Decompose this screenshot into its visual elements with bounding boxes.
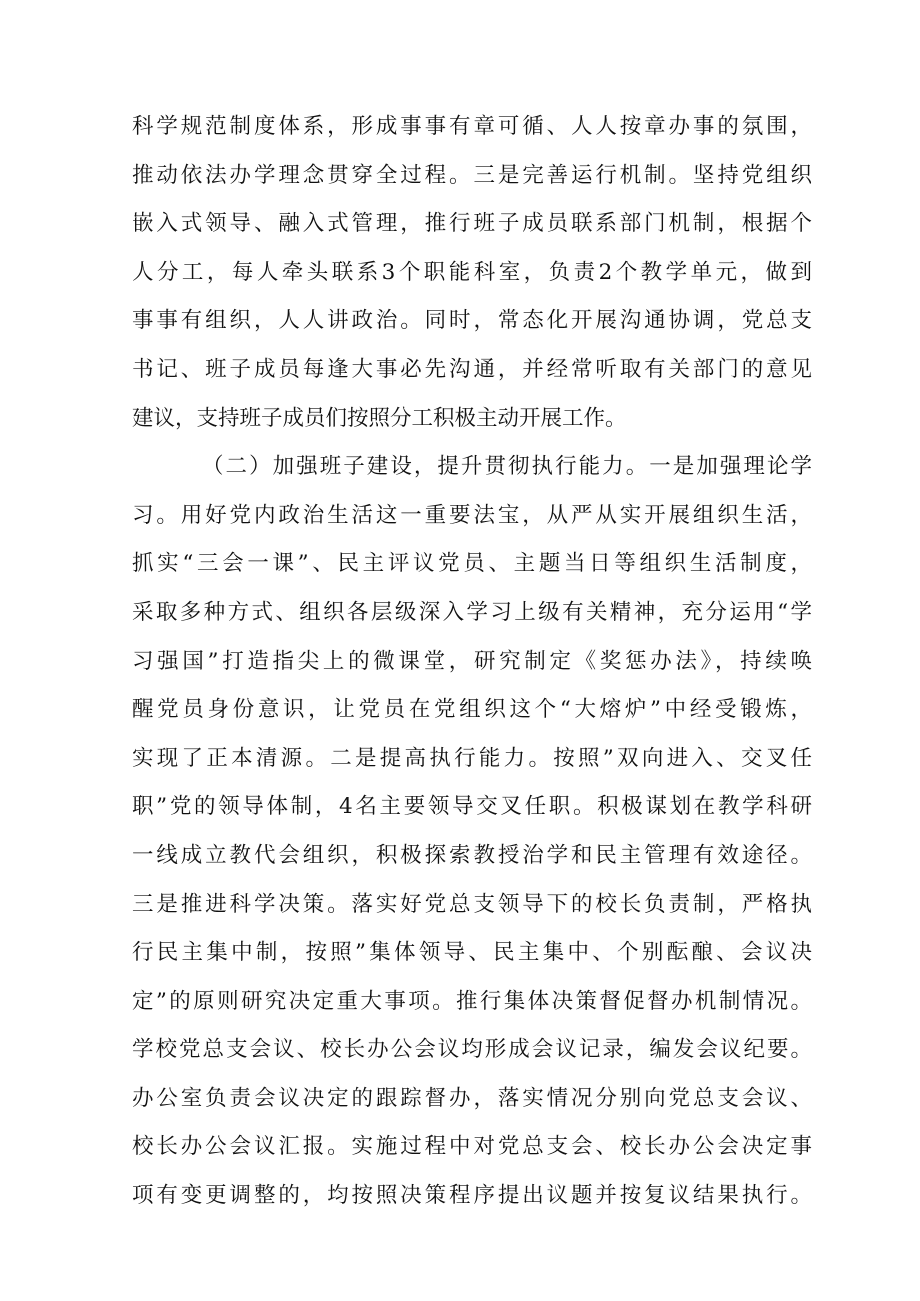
text-line: 习强国”打造指尖上的微课堂，研究制定《奖惩办法》，持续唤	[132, 648, 812, 674]
text-line: 采取多种方式、组织各层级深入学习上级有关精神，充分运用“学	[132, 599, 812, 625]
text-line: 人分工，每人牵头联系3个职能科室，负责2个教学单元，做到	[132, 259, 812, 285]
text-line: 醒党员身份意识，让党员在党组织这个“大熔炉”中经受锻炼，	[132, 697, 812, 723]
text-line: 学校党总支会议、校长办公会议均形成会议记录，编发会议纪要。	[132, 1037, 812, 1063]
body-text	[132, 103, 812, 1221]
text-line: 一线成立教代会组织，积极探索教授治学和民主管理有效途径。	[132, 842, 812, 868]
text-line: 嵌入式领导、融入式管理，推行班子成员联系部门机制，根据个	[132, 211, 812, 237]
text-line: 抓实“三会一课”、民主评议党员、主题当日等组织生活制度，	[132, 551, 812, 577]
text-line: 校长办公会议汇报。实施过程中对党总支会、校长办公会决定事	[132, 1134, 812, 1160]
text-line: 实现了正本清源。二是提高执行能力。按照”双向进入、交叉任	[132, 745, 812, 771]
text-line: 推动依法办学理念贯穿全过程。三是完善运行机制。坚持党组织	[132, 162, 812, 188]
text-line: 事事有组织，人人讲政治。同时，常态化开展沟通协调，党总支	[132, 308, 812, 334]
text-line: 项有变更调整的，均按照决策程序提出议题并按复议结果执行。	[132, 1183, 812, 1209]
text-line: 习。用好党内政治生活这一重要法宝，从严从实开展组织生活，	[132, 502, 812, 528]
text-line: 行民主集中制，按照”集体领导、民主集中、个别酝酿、会议决	[132, 940, 812, 966]
text-line: 办公室负责会议决定的跟踪督办，落实情况分别向党总支会议、	[132, 1085, 812, 1111]
paragraph-end-line: 建议，支持班子成员们按照分工积极主动开展工作。	[132, 405, 627, 431]
text-line: 三是推进科学决策。落实好党总支领导下的校长负责制，严格执	[132, 891, 812, 917]
text-line: 职”党的领导体制，4名主要领导交叉任职。积极谋划在教学科研	[132, 794, 812, 820]
text-line: 书记、班子成员每逢大事必先沟通，并经常听取有关部门的意见	[132, 356, 812, 382]
text-line: 科学规范制度体系，形成事事有章可循、人人按章办事的氛围，	[132, 114, 812, 139]
text-line: 定”的原则研究决定重大事项。推行集体决策督促督办机制情况。	[132, 988, 812, 1014]
section-heading-line: （二）加强班子建设，提升贯彻执行能力。一是加强理论学	[202, 454, 812, 480]
